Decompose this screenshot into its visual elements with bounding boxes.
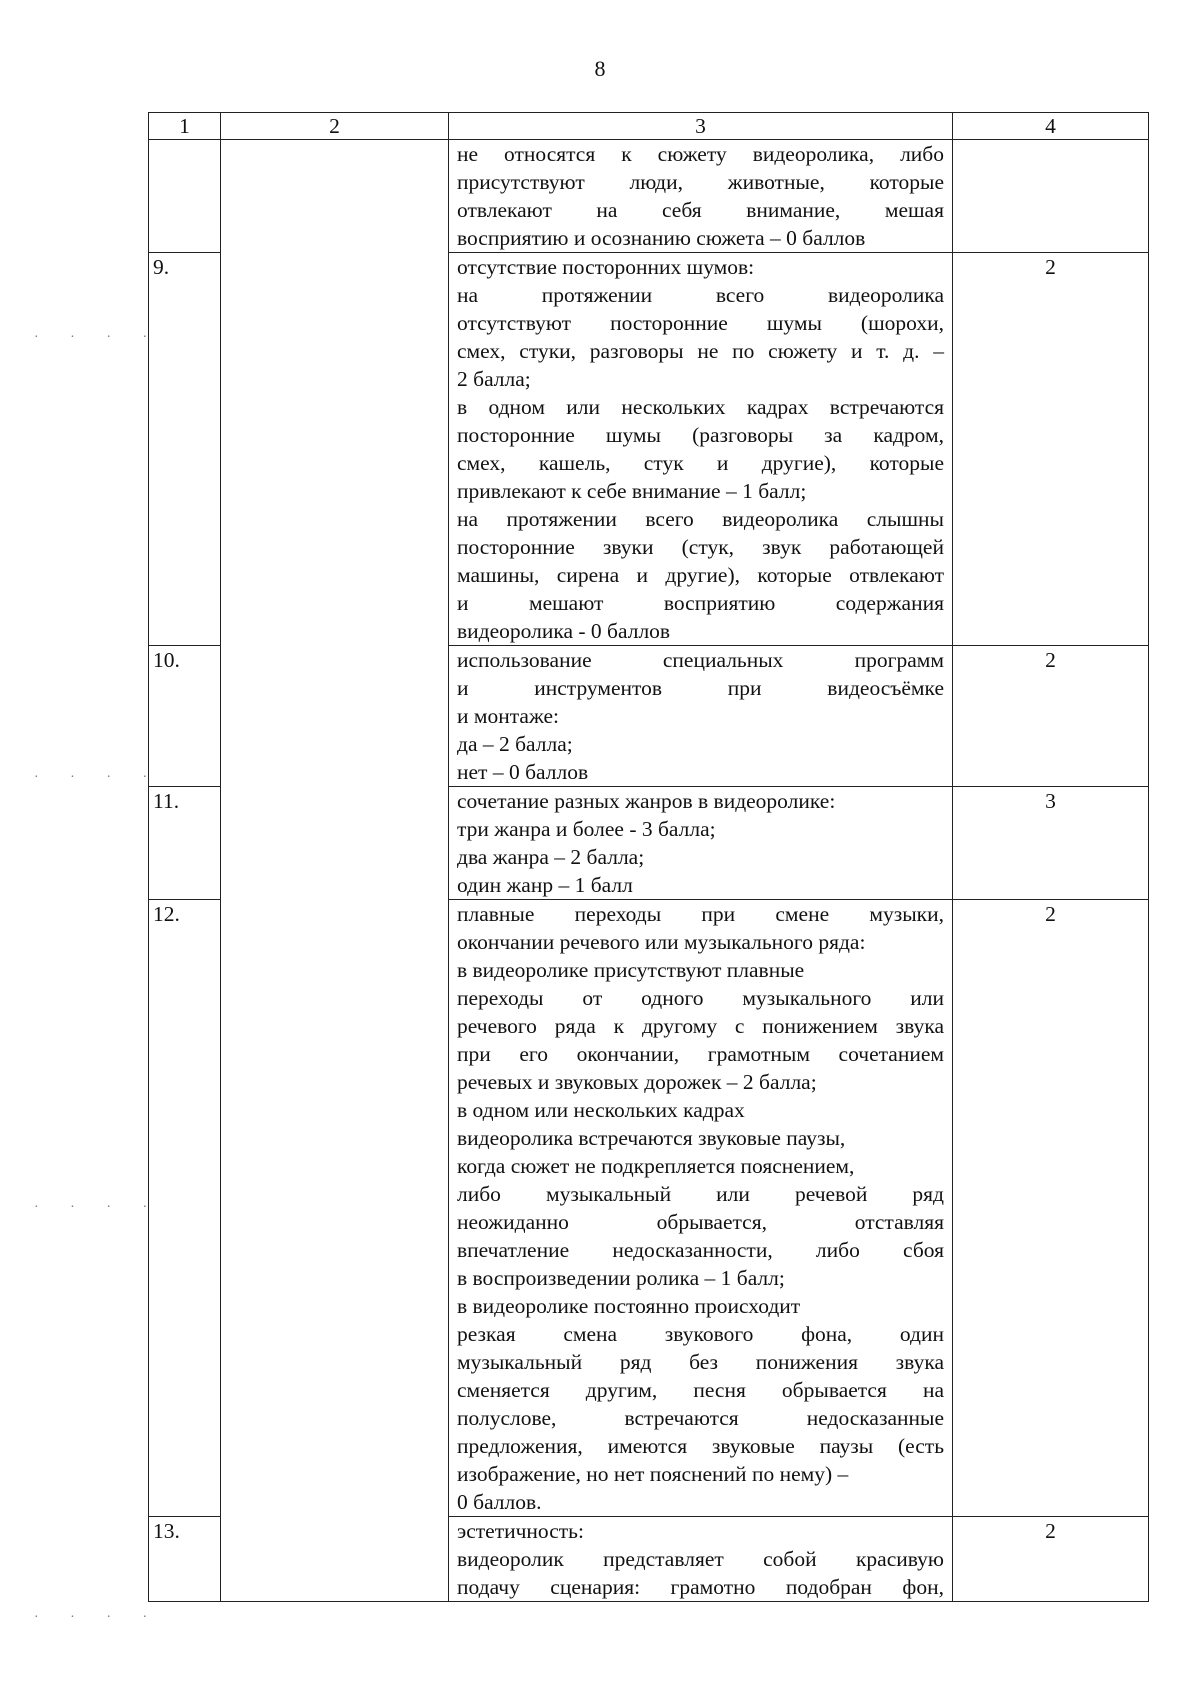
criterion-line: видеоролика встречаются звуковые паузы, — [457, 1126, 846, 1150]
criterion-line: полуслове, встречаются недосказанные — [457, 1406, 944, 1430]
criterion-line: при его окончании, грамотным сочетанием — [457, 1042, 944, 1066]
criterion-line: речевого ряда к другому с понижением звука — [457, 1014, 944, 1038]
criterion-line: не относятся к сюжету видеоролика, либо — [457, 142, 944, 166]
criterion-line: и монтаже: — [457, 704, 560, 728]
criterion-line: смех, кашель, стук и другие), которые — [457, 451, 944, 475]
margin-scan-marks: · · · · — [34, 330, 162, 345]
criterion-line: восприятию и осознанию сюжета – 0 баллов — [457, 226, 866, 250]
row-number-cell: 12. — [149, 900, 221, 1517]
criterion-line: машины, сирена и другие), которые отвлекают — [457, 563, 944, 587]
criterion-line: да – 2 балла; — [457, 732, 573, 756]
table-row — [149, 140, 1149, 253]
criterion-line: музыкальный ряд без понижения звука — [457, 1350, 944, 1374]
criterion-line: посторонние звуки (стук, звук работающей — [457, 535, 944, 559]
criterion-line: окончании речевого или музыкального ряда: — [457, 930, 866, 954]
criterion-line: отсутствие посторонних шумов: — [457, 255, 755, 279]
criterion-line: три жанра и более - 3 балла; — [457, 817, 716, 841]
row-number-cell: 13. — [149, 1517, 221, 1602]
max-score-cell — [953, 140, 1149, 253]
max-score-cell: 3 — [953, 787, 1149, 900]
criterion-line: посторонние шумы (разговоры за кадром, — [457, 423, 944, 447]
criterion-line: привлекают к себе внимание – 1 балл; — [457, 479, 807, 503]
max-score-cell: 2 — [953, 900, 1149, 1517]
margin-scan-marks: · · · · — [34, 1610, 162, 1625]
criterion-line: в воспроизведении ролика – 1 балл; — [457, 1266, 785, 1290]
criteria-table — [148, 112, 1149, 1602]
criterion-cell — [449, 1517, 953, 1602]
table-header-cell: 2 — [221, 113, 449, 140]
criterion-line: предложения, имеются звуковые паузы (есть — [457, 1434, 944, 1458]
criteria-table-body — [149, 113, 1149, 1602]
criterion-line: видеоролика - 0 баллов — [457, 619, 671, 643]
criterion-cell — [449, 787, 953, 900]
criterion-line: в одном или нескольких кадрах — [457, 1098, 745, 1122]
max-score-cell: 2 — [953, 1517, 1149, 1602]
criterion-cell — [449, 900, 953, 1517]
criterion-line: переходы от одного музыкального или — [457, 986, 944, 1010]
criterion-line: когда сюжет не подкрепляется пояснением, — [457, 1154, 855, 1178]
row-number-cell: 10. — [149, 646, 221, 787]
margin-scan-marks: · · · · — [34, 770, 162, 785]
row-number-cell — [149, 140, 221, 253]
criterion-line: один жанр – 1 балл — [457, 873, 633, 897]
row-number-cell: 11. — [149, 787, 221, 900]
max-score-cell: 2 — [953, 646, 1149, 787]
criterion-cell — [449, 646, 953, 787]
criterion-line: присутствуют люди, животные, которые — [457, 170, 944, 194]
criterion-line: видеоролик представляет собой красивую — [457, 1547, 944, 1571]
criterion-line: 2 балла; — [457, 367, 531, 391]
max-score-cell: 2 — [953, 253, 1149, 646]
criterion-line: отвлекают на себя внимание, мешая — [457, 198, 944, 222]
criterion-line: смех, стуки, разговоры не по сюжету и т. д. – — [457, 339, 944, 363]
criterion-line: на протяжении всего видеоролика — [457, 283, 944, 307]
criterion-line: два жанра – 2 балла; — [457, 845, 645, 869]
criterion-line: эстетичность: — [457, 1519, 584, 1543]
criterion-line: отсутствуют посторонние шумы (шорохи, — [457, 311, 944, 335]
table-header-cell: 4 — [953, 113, 1149, 140]
criterion-line: и инструментов при видеосъёмке — [457, 676, 944, 700]
table-header-row — [149, 113, 1149, 140]
criterion-line: в одном или нескольких кадрах встречаются — [457, 395, 944, 419]
criterion-line: впечатление недосказанности, либо сбоя — [457, 1238, 944, 1262]
page-number: 8 — [594, 56, 606, 81]
table-header-cell: 1 — [149, 113, 221, 140]
row-number-cell: 9. — [149, 253, 221, 646]
criterion-line: сменяется другим, песня обрывается на — [457, 1378, 944, 1402]
criterion-group-cell — [221, 140, 449, 1602]
criterion-line: сочетание разных жанров в видеоролике: — [457, 789, 836, 813]
criterion-line: неожиданно обрывается, отставляя — [457, 1210, 944, 1234]
criterion-line: 0 баллов. — [457, 1490, 542, 1514]
criterion-cell — [449, 140, 953, 253]
criterion-line: в видеоролике присутствуют плавные — [457, 958, 805, 982]
criterion-cell — [449, 253, 953, 646]
criterion-line: нет – 0 баллов — [457, 760, 589, 784]
table-header-cell: 3 — [449, 113, 953, 140]
criterion-line: речевых и звуковых дорожек – 2 балла; — [457, 1070, 817, 1094]
criterion-line: в видеоролике постоянно происходит — [457, 1294, 801, 1318]
criterion-line: использование специальных программ — [457, 648, 944, 672]
criterion-line: плавные переходы при смене музыки, — [457, 902, 944, 926]
criterion-line: подачу сценария: грамотно подобран фон, — [457, 1575, 944, 1599]
criterion-line: либо музыкальный или речевой ряд — [457, 1182, 944, 1206]
criterion-line: резкая смена звукового фона, один — [457, 1322, 944, 1346]
criterion-line: изображение, но нет пояснений по нему) – — [457, 1462, 849, 1486]
criterion-line: на протяжении всего видеоролика слышны — [457, 507, 944, 531]
criterion-line: и мешают восприятию содержания — [457, 591, 944, 615]
margin-scan-marks: · · · · — [34, 1200, 162, 1215]
